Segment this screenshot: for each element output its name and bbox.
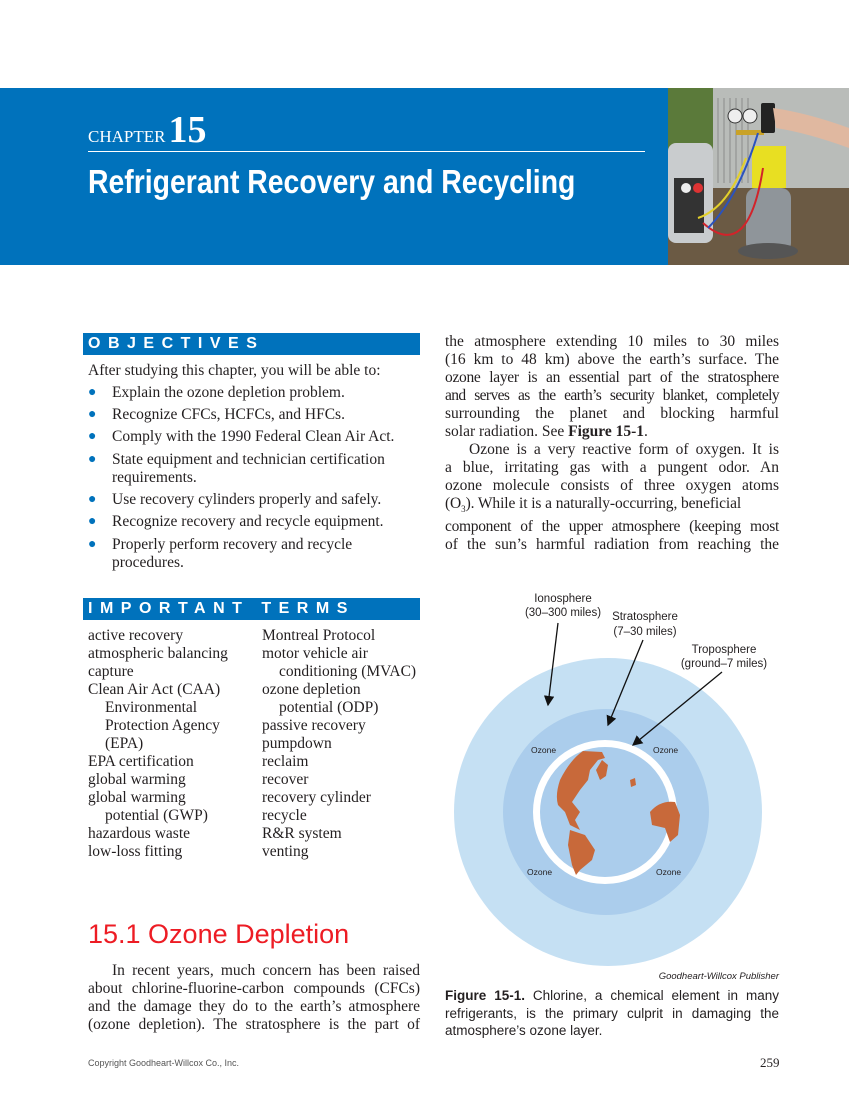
term-item: low-loss fitting [88, 843, 183, 860]
term-item: global warming [88, 789, 186, 806]
term-item: global warming [88, 771, 186, 788]
ionosphere-range: (30–300 miles) [524, 607, 602, 619]
objective-text: procedures. [112, 554, 184, 571]
text-line: and serves as the earth’s security blanket, completely [445, 387, 779, 404]
text: (O [445, 495, 462, 512]
text-line: a blue, irritating gas with a pungent odor. An [445, 459, 779, 476]
term-item: recycle [262, 807, 307, 824]
term-item: potential (ODP) [279, 699, 379, 716]
figure-reference-link[interactable]: Figure 15-1 [568, 423, 645, 440]
objective-text: Recognize CFCs, HCFCs, and HFCs. [112, 406, 345, 423]
chapter-photo [668, 88, 849, 265]
term-item: Environmental [105, 699, 198, 716]
text-line: and the damage they do to the earth’s atmosphere [88, 998, 420, 1015]
caption-label: Figure 15-1. [445, 988, 525, 1003]
objective-text: State equipment and technician certification [112, 451, 385, 468]
chapter-title: Refrigerant Recovery and Recycling [88, 163, 576, 200]
term-item: pumpdown [262, 735, 332, 752]
right-column-text [445, 333, 779, 554]
objective-text: Recognize recovery and recycle equipment. [112, 513, 384, 530]
figure-credit: Goodheart-Willcox Publisher [658, 971, 779, 982]
bullet-icon: ● [88, 514, 97, 529]
objective-text: Properly perform recovery and recycle [112, 536, 353, 553]
page-number: 259 [760, 1055, 780, 1070]
text-line: component of the upper atmosphere (keeping most [445, 518, 779, 536]
ozone-label: Ozone [656, 867, 682, 877]
objective-text: requirements. [112, 469, 197, 486]
term-item: recover [262, 771, 309, 788]
ozone-label: Ozone [653, 745, 679, 755]
text-line: ozone molecule consists of three oxygen atoms [445, 477, 779, 494]
objectives-heading: OBJECTIVES [83, 333, 420, 355]
text-line [445, 495, 779, 518]
term-item: passive recovery [262, 717, 366, 734]
term-item: hazardous waste [88, 825, 190, 842]
ozone-label: Ozone [531, 745, 557, 755]
chapter-word: CHAPTER [88, 127, 166, 146]
text-line: of the sun’s harmful radiation from reaching the [445, 536, 779, 554]
text-line: surrounding the planet and blocking harmful [445, 405, 779, 422]
troposphere-range: (ground–7 miles) [680, 658, 768, 670]
ionosphere-label: Ionosphere [534, 593, 592, 605]
term-item: Protection Agency [105, 717, 220, 734]
atmosphere-diagram [430, 580, 849, 980]
text-line: ozone layer is an essential part of the stratosphere [445, 369, 779, 386]
text-line: Ozone is a very reactive form of oxygen. It is [469, 441, 779, 458]
stratosphere-range: (7–30 miles) [613, 626, 677, 638]
bullet-icon: ● [88, 385, 97, 400]
term-item: Montreal Protocol [262, 627, 376, 644]
ozone-label: Ozone [527, 867, 553, 877]
text-line: the atmosphere extending 10 miles to 30 miles [445, 333, 779, 350]
section-heading: 15.1 Ozone Depletion [88, 919, 350, 949]
important-terms-heading: IMPORTANT TERMS [83, 598, 420, 620]
figure-caption [445, 987, 779, 1040]
term-item: conditioning (MVAC) [279, 663, 417, 680]
term-item: (EPA) [105, 735, 144, 752]
term-item: EPA certification [88, 753, 194, 770]
term-item: motor vehicle air [262, 645, 368, 662]
term-item: R&R system [262, 825, 342, 842]
term-item: potential (GWP) [105, 807, 208, 824]
text-line: about chlorine-fluorine-carbon compounds (CFCs) [88, 980, 420, 997]
stratosphere-label: Stratosphere [612, 611, 678, 623]
objectives-intro: After studying this chapter, you will be able to: [88, 362, 381, 379]
copyright: Copyright Goodheart-Willcox Co., Inc. [88, 1058, 240, 1068]
subscript: 3 [461, 504, 466, 515]
term-item: atmospheric balancing [88, 645, 228, 662]
bullet-icon: ● [88, 407, 97, 422]
objective-text: Explain the ozone depletion problem. [112, 384, 345, 401]
chapter-rule [88, 151, 645, 152]
objective-text: Use recovery cylinders properly and safely. [112, 491, 382, 508]
text-line: In recent years, much concern has been raised [112, 962, 420, 979]
text: Chlorine, a chemical element in many [532, 988, 779, 1003]
term-item: capture [88, 663, 134, 680]
term-item: Clean Air Act (CAA) [88, 681, 221, 698]
term-item: venting [262, 843, 309, 860]
bullet-icon: ● [88, 492, 97, 507]
objective-text: Comply with the 1990 Federal Clean Air Act. [112, 428, 395, 445]
text: solar radiation. See [445, 423, 569, 440]
term-item: reclaim [262, 753, 309, 770]
text-line: refrigerants, is the primary culprit in damaging the [445, 1005, 779, 1021]
term-item: ozone depletion [262, 681, 361, 698]
text: . [644, 423, 648, 440]
section-paragraph [88, 962, 420, 1034]
chapter-label [88, 108, 206, 152]
text-line [445, 423, 779, 441]
text-line: (16 km to 48 km) above the earth’s surface. The [445, 351, 779, 368]
bullet-icon: ● [88, 537, 97, 552]
text-line: (ozone depletion). The stratosphere is the part of [88, 1016, 420, 1033]
chapter-number: 15 [168, 109, 207, 151]
troposphere-label: Troposphere [691, 644, 757, 656]
bullet-icon: ● [88, 452, 97, 467]
term-item: active recovery [88, 627, 184, 644]
text-line: atmosphere’s ozone layer. [445, 1023, 603, 1038]
bullet-icon: ● [88, 429, 97, 444]
term-item: recovery cylinder [262, 789, 371, 806]
text: ). While it is a naturally-occurring, beneficial [465, 495, 742, 512]
